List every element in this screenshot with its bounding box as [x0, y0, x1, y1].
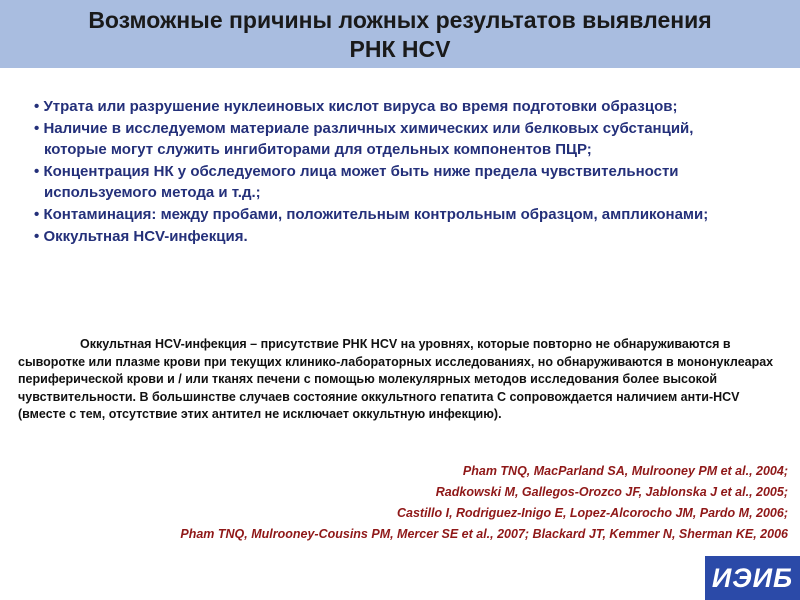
bullet-marker: •	[34, 205, 40, 223]
list-item	[34, 161, 724, 204]
list-item-text: Утрата или разрушение нуклеиновых кислот вируса во время подготовки образцов;	[43, 98, 678, 115]
list-item-text: Контаминация: между пробами, положительным контрольным образцом, ампликонами;	[43, 205, 709, 223]
definition-text: Оккультная HCV-инфекция – присутствие РНК HCV на уровнях, которые повторно не обнаруживаются в сыворотке или плазме крови при текущих клинико-лабораторных исследованиях, но обнаруживаются в мононуклеарах периферической крови и / или тканях печени с помощью молекулярных методов исследования более высокой чувствительности. В большинстве случаев состояние оккультного гепатита С сопровождается наличием анти-HCV (вместе с тем, отсутствие этих антител не исключает оккультную инфекцию).	[18, 337, 774, 422]
causes-list	[24, 96, 724, 247]
list-item	[34, 118, 724, 161]
list-item-text: Наличие в исследуемом материале различных химических или белковых субстанций, которые могут служить ингибиторами для отдельных компонентов ПЦР;	[43, 119, 694, 159]
reference-line: Castillo I, Rodriguez-Inigo E, Lopez-Alcorocho JM, Pardo M, 2006;	[396, 506, 788, 520]
references	[8, 461, 788, 545]
page-title-line-1: Возможные причины ложных результатов выявления	[88, 7, 712, 33]
list-item	[34, 226, 724, 248]
institute-logo: ИЭИБ	[705, 556, 800, 600]
definition-paragraph	[18, 336, 788, 424]
bullet-marker: •	[34, 119, 40, 137]
list-item-text: Концентрация НК у обследуемого лица может быть ниже предела чувствительности используемого метода и т.д.;	[43, 162, 679, 202]
page-title	[0, 0, 800, 64]
list-item-text: Оккультная HCV-инфекция.	[43, 227, 248, 245]
bullet-marker: •	[34, 162, 40, 180]
list-item	[34, 204, 724, 226]
list-item	[34, 96, 724, 118]
reference-line: Radkowski M, Gallegos-Orozco JF, Jablonska J et al., 2005;	[435, 485, 788, 499]
title-banner	[0, 0, 800, 68]
page-title-line-2: РНК HCV	[349, 36, 451, 62]
bullet-marker: •	[34, 98, 40, 115]
bullet-marker: •	[34, 227, 40, 245]
reference-line: Pham TNQ, Mulrooney-Cousins PM, Mercer SE et al., 2007; Blackard JT, Kemmer N, Sherman KE, 2006	[180, 527, 788, 541]
reference-line: Pham TNQ, MacParland SA, Mulrooney PM et al., 2004;	[462, 464, 788, 478]
